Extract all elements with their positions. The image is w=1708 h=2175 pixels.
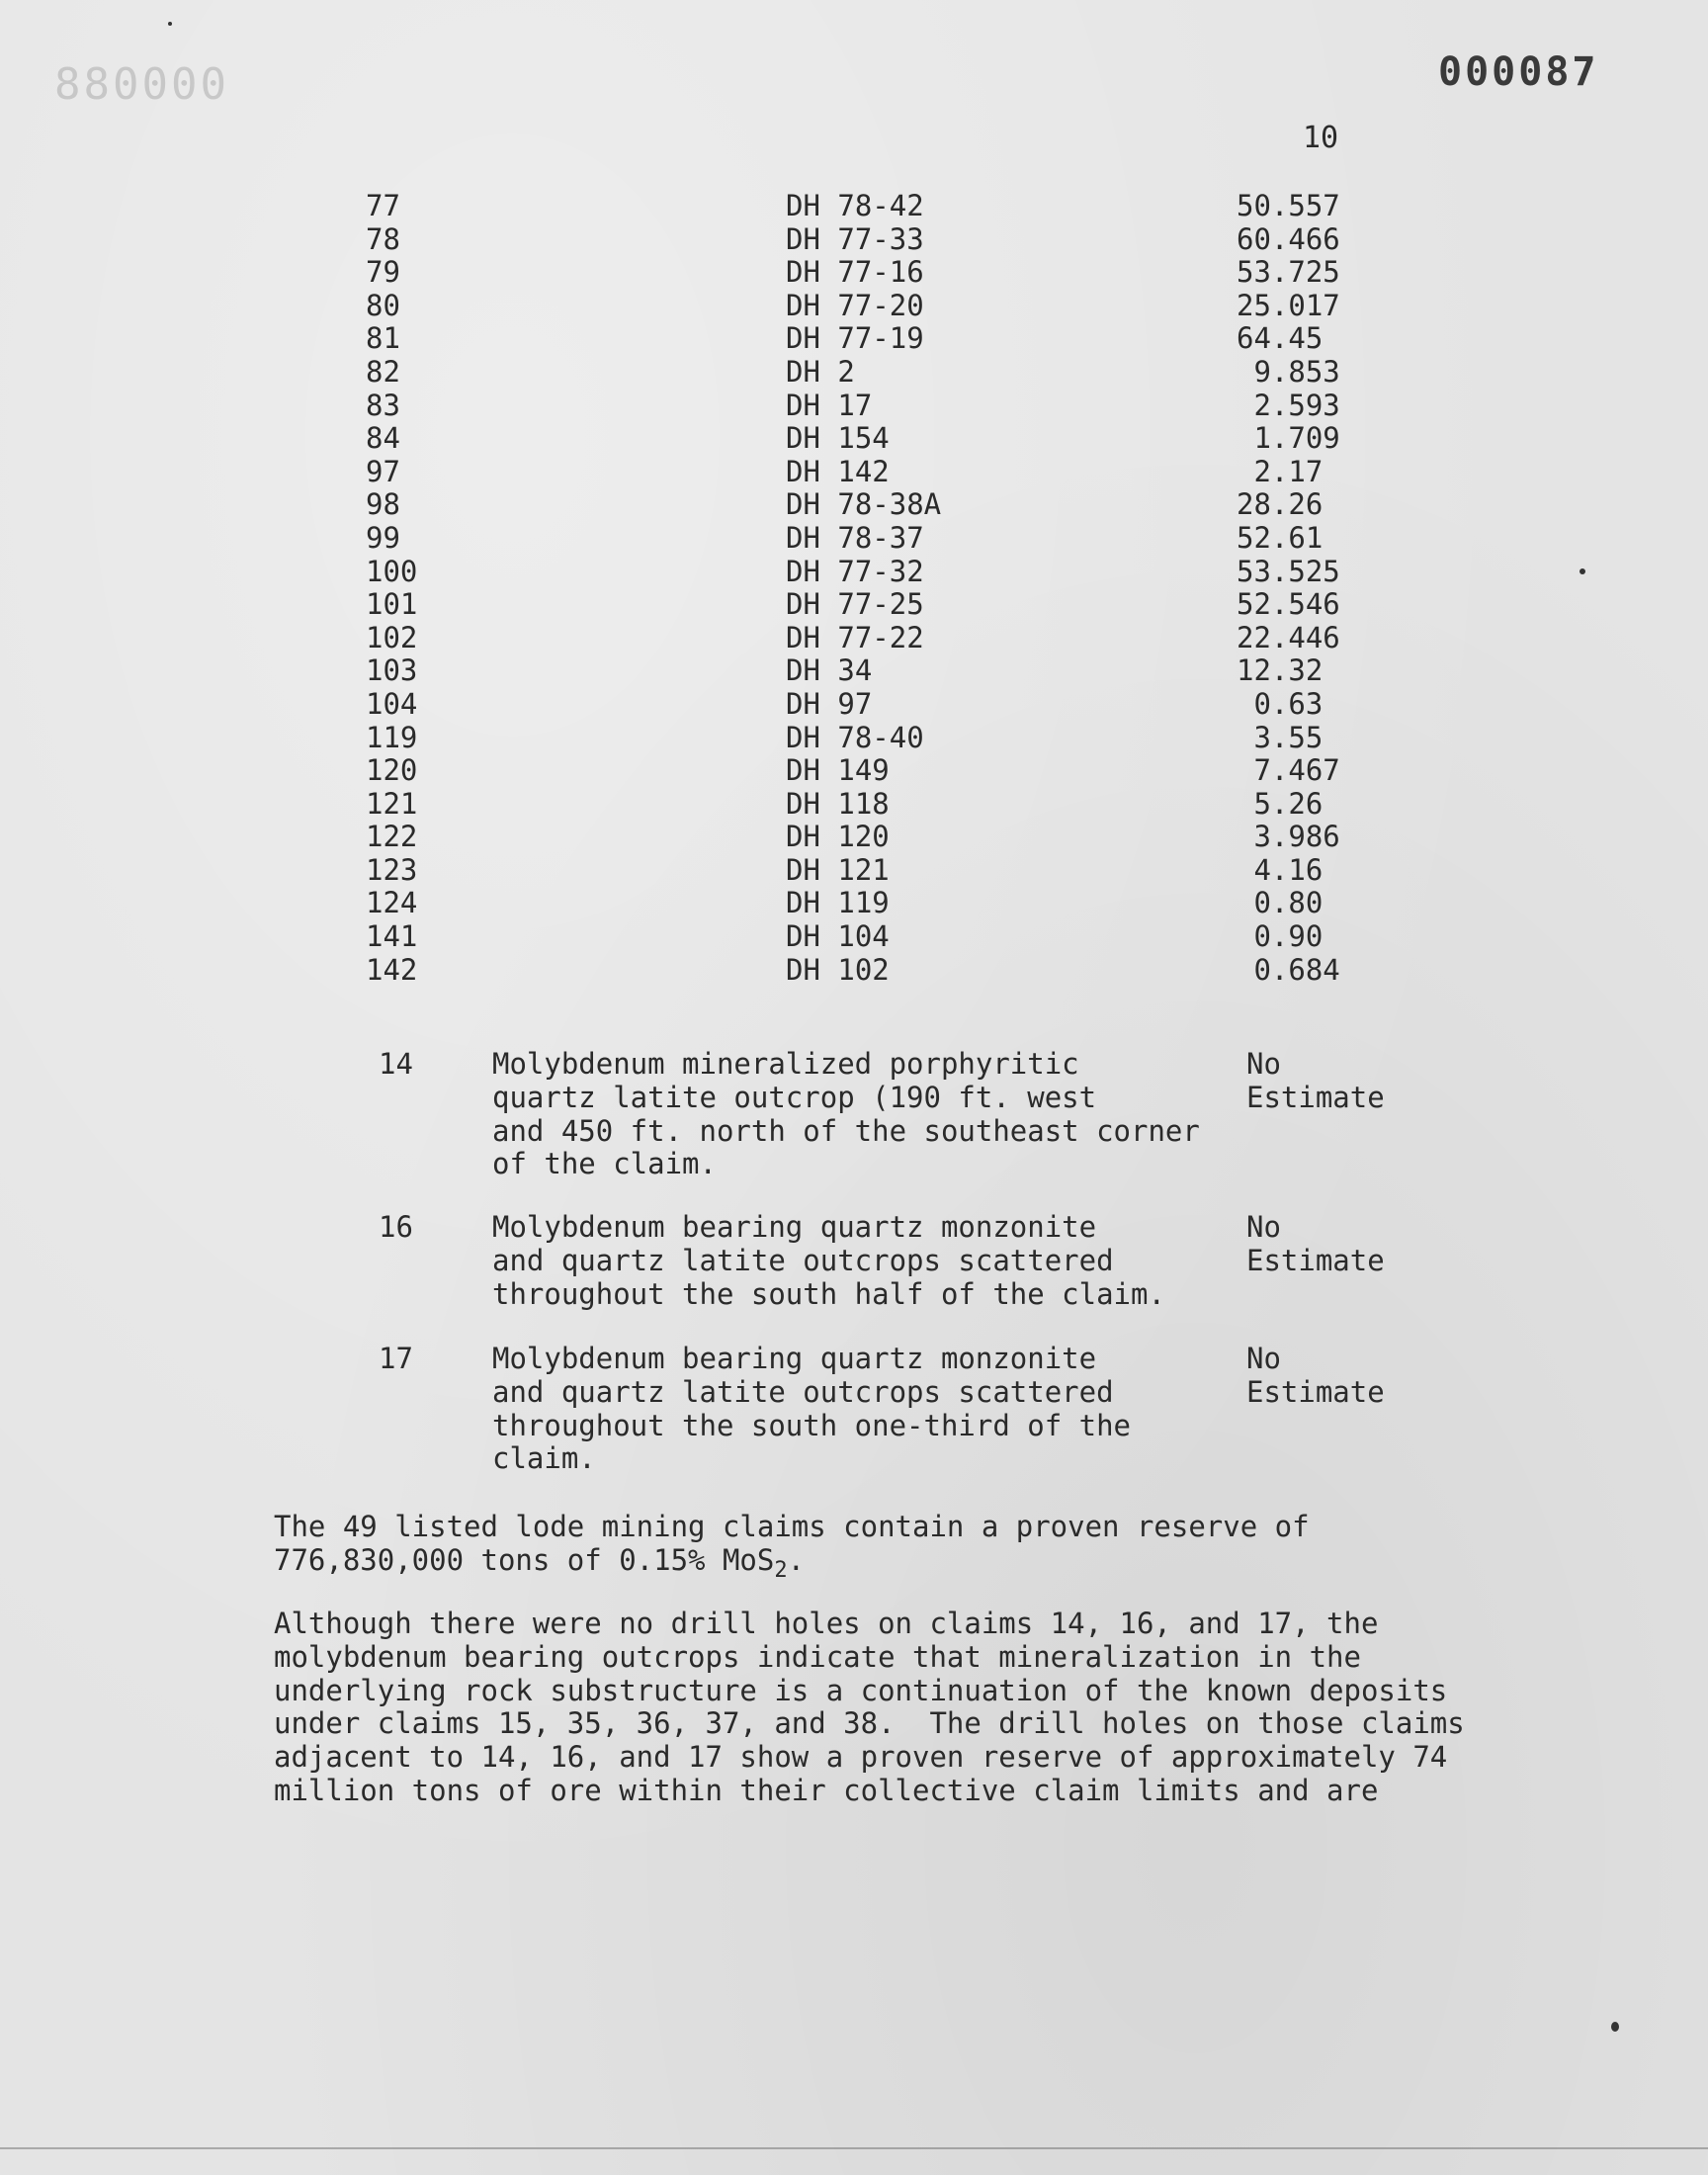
value-cell: 1.709 <box>1237 421 1340 456</box>
paragraph-line: underlying rock substructure is a continuation of the known deposits <box>274 1673 1448 1707</box>
claim-number-cell: 124 <box>366 886 418 920</box>
claim-description-line: quartz latite outcrop (190 ft. west <box>492 1080 1097 1114</box>
drill-hole-cell: DH 78-37 <box>786 520 924 555</box>
value-cell: 53.725 <box>1237 255 1340 290</box>
claim-number-cell: 101 <box>366 587 418 622</box>
drill-hole-cell: DH 77-32 <box>786 554 924 588</box>
claim-number-cell: 77 <box>366 189 400 222</box>
claim-number-cell: 98 <box>366 487 400 522</box>
table-row <box>0 722 1708 755</box>
drill-hole-cell: DH 77-22 <box>786 620 924 654</box>
value-cell: 0.684 <box>1237 952 1340 987</box>
claim-description-line: Molybdenum bearing quartz monzonite <box>492 1210 1097 1244</box>
value-cell: 60.466 <box>1237 221 1340 256</box>
value-cell: 25.017 <box>1237 288 1340 322</box>
value-cell: 22.446 <box>1237 620 1340 654</box>
claim-number-cell: 84 <box>366 421 400 456</box>
table-row <box>0 788 1708 822</box>
value-cell: 64.45 <box>1237 321 1324 356</box>
value-cell: 0.63 <box>1237 686 1324 721</box>
claim-number-cell: 122 <box>366 820 418 854</box>
claim-number-cell: 142 <box>366 952 418 987</box>
claim-number-cell: 102 <box>366 620 418 654</box>
claim-number-cell: 99 <box>366 520 400 555</box>
scan-speck <box>1580 568 1585 574</box>
claim-number: 17 <box>379 1342 413 1375</box>
claim-number-cell: 123 <box>366 852 418 887</box>
drill-hole-cell: DH 77-25 <box>786 587 924 622</box>
drill-hole-cell: DH 120 <box>786 820 890 854</box>
value-cell: 52.61 <box>1237 520 1324 555</box>
claim-number-cell: 119 <box>366 720 418 754</box>
drill-hole-cell: DH 119 <box>786 886 890 920</box>
drill-hole-cell: DH 78-42 <box>786 189 924 222</box>
claim-description-line: and quartz latite outcrops scattered <box>492 1374 1114 1409</box>
value-cell: 4.16 <box>1237 852 1324 887</box>
claim-estimate-line: No <box>1246 1047 1281 1081</box>
claim-description-line: and 450 ft. north of the southeast corner <box>492 1113 1200 1148</box>
claim-estimate <box>1246 1343 1385 1410</box>
drill-hole-cell: DH 78-38A <box>786 487 942 522</box>
claim-number-cell: 97 <box>366 454 400 488</box>
table-row <box>0 688 1708 722</box>
drill-hole-table <box>0 190 1708 987</box>
claim-number-cell: 103 <box>366 653 418 688</box>
table-row <box>0 256 1708 290</box>
value-cell: 2.593 <box>1237 388 1340 422</box>
drill-hole-cell: DH 154 <box>786 421 890 456</box>
claim-estimate-line: Estimate <box>1246 1374 1385 1409</box>
table-row <box>0 456 1708 489</box>
claim-description-line: of the claim. <box>492 1147 717 1181</box>
paragraph-line: adjacent to 14, 16, and 17 show a proven reserve of approximately 74 <box>274 1740 1448 1775</box>
table-row <box>0 356 1708 390</box>
page-number: 10 <box>1303 121 1339 155</box>
claim-number-cell: 121 <box>366 786 418 821</box>
value-cell: 0.80 <box>1237 886 1324 920</box>
claim-estimate-line: Estimate <box>1246 1080 1385 1114</box>
claim-description-line: Molybdenum bearing quartz monzonite <box>492 1342 1097 1375</box>
drill-hole-cell: DH 104 <box>786 919 890 954</box>
table-row <box>0 390 1708 423</box>
claim-estimate <box>1246 1048 1385 1115</box>
value-cell: 5.26 <box>1237 786 1324 821</box>
drill-hole-cell: DH 17 <box>786 388 873 422</box>
value-cell: 9.853 <box>1237 354 1340 389</box>
table-row <box>0 322 1708 356</box>
table-row <box>0 190 1708 223</box>
reserve-paragraph <box>274 1511 1460 1587</box>
drill-hole-cell: DH 77-20 <box>786 288 924 322</box>
scan-edge-line <box>0 2147 1708 2149</box>
claim-number: 14 <box>379 1047 413 1081</box>
reserve-amount-text: 776,830,000 tons of 0.15% MoS <box>274 1542 775 1577</box>
claim-number-cell: 80 <box>366 288 400 322</box>
claim-description-line: claim. <box>492 1441 596 1476</box>
drill-hole-cell: DH 102 <box>786 952 890 987</box>
table-row <box>0 488 1708 522</box>
drill-hole-cell: DH 2 <box>786 354 855 389</box>
table-row <box>0 821 1708 854</box>
sentence-end: . <box>787 1542 806 1577</box>
claim-estimate <box>1246 1211 1385 1278</box>
value-cell: 3.986 <box>1237 820 1340 854</box>
value-cell: 7.467 <box>1237 753 1340 788</box>
table-row <box>0 854 1708 888</box>
ghost-stamp-number: 000088 <box>51 59 226 110</box>
claim-description-line: Molybdenum mineralized porphyritic <box>492 1047 1079 1081</box>
drill-hole-cell: DH 142 <box>786 454 890 488</box>
paragraph-line <box>274 1544 1460 1588</box>
page-id-stamp: 000087 <box>1438 49 1599 95</box>
claim-estimate-line: Estimate <box>1246 1243 1385 1277</box>
drill-hole-cell: DH 149 <box>786 753 890 788</box>
claim-number: 16 <box>379 1210 413 1244</box>
paragraph-line: Although there were no drill holes on claims 14, 16, and 17, the <box>274 1607 1379 1640</box>
table-row <box>0 920 1708 954</box>
drill-hole-cell: DH 77-19 <box>786 321 924 356</box>
value-cell: 0.90 <box>1237 919 1324 954</box>
table-row <box>0 290 1708 323</box>
table-row <box>0 754 1708 788</box>
table-row <box>0 223 1708 257</box>
claim-estimate-line: No <box>1246 1210 1281 1244</box>
paragraph-line: molybdenum bearing outcrops indicate that mineralization in the <box>274 1639 1361 1674</box>
mos2-subscript: 2 <box>774 1557 788 1583</box>
value-cell: 52.546 <box>1237 587 1340 622</box>
drill-hole-cell: DH 34 <box>786 653 873 688</box>
paragraph-line: The 49 listed lode mining claims contain a proven reserve of <box>274 1510 1310 1543</box>
claim-description-line: and quartz latite outcrops scattered <box>492 1243 1114 1277</box>
value-cell: 12.32 <box>1237 653 1324 688</box>
value-cell: 2.17 <box>1237 454 1324 488</box>
paragraph-line: million tons of ore within their collective claim limits and are <box>274 1773 1379 1807</box>
claim-number-cell: 120 <box>366 753 418 788</box>
table-row <box>0 887 1708 920</box>
paragraph-line: under claims 15, 35, 36, 37, and 38. The drill holes on those claims <box>274 1706 1465 1741</box>
claim-number-cell: 141 <box>366 919 418 954</box>
value-cell: 53.525 <box>1237 554 1340 588</box>
drill-hole-cell: DH 77-16 <box>786 255 924 290</box>
scan-speck <box>1611 2022 1619 2032</box>
claim-description <box>492 1048 1204 1181</box>
scan-speck <box>168 22 172 26</box>
drill-hole-cell: DH 97 <box>786 686 873 721</box>
value-cell: 3.55 <box>1237 720 1324 754</box>
claim-description <box>492 1343 1204 1476</box>
table-row <box>0 654 1708 688</box>
drill-hole-cell: DH 118 <box>786 786 890 821</box>
claim-description <box>492 1211 1204 1311</box>
claim-number-cell: 83 <box>366 388 400 422</box>
claim-number-cell: 104 <box>366 686 418 721</box>
table-row <box>0 588 1708 622</box>
value-cell: 28.26 <box>1237 487 1324 522</box>
drill-hole-cell: DH 121 <box>786 852 890 887</box>
claim-number-cell: 82 <box>366 354 400 389</box>
claim-number-cell: 79 <box>366 255 400 290</box>
table-row <box>0 522 1708 556</box>
table-row <box>0 954 1708 988</box>
claim-estimate-line: No <box>1246 1342 1281 1375</box>
table-row <box>0 556 1708 589</box>
table-row <box>0 622 1708 655</box>
table-row <box>0 422 1708 456</box>
claim-number-cell: 78 <box>366 221 400 256</box>
drill-hole-cell: DH 77-33 <box>786 221 924 256</box>
claim-description-line: throughout the south one-third of the <box>492 1408 1132 1442</box>
continuation-paragraph <box>274 1607 1465 1808</box>
claim-number-cell: 100 <box>366 554 418 588</box>
claim-number-cell: 81 <box>366 321 400 356</box>
claim-description-line: throughout the south half of the claim. <box>492 1276 1165 1311</box>
value-cell: 50.557 <box>1237 189 1340 222</box>
drill-hole-cell: DH 78-40 <box>786 720 924 754</box>
